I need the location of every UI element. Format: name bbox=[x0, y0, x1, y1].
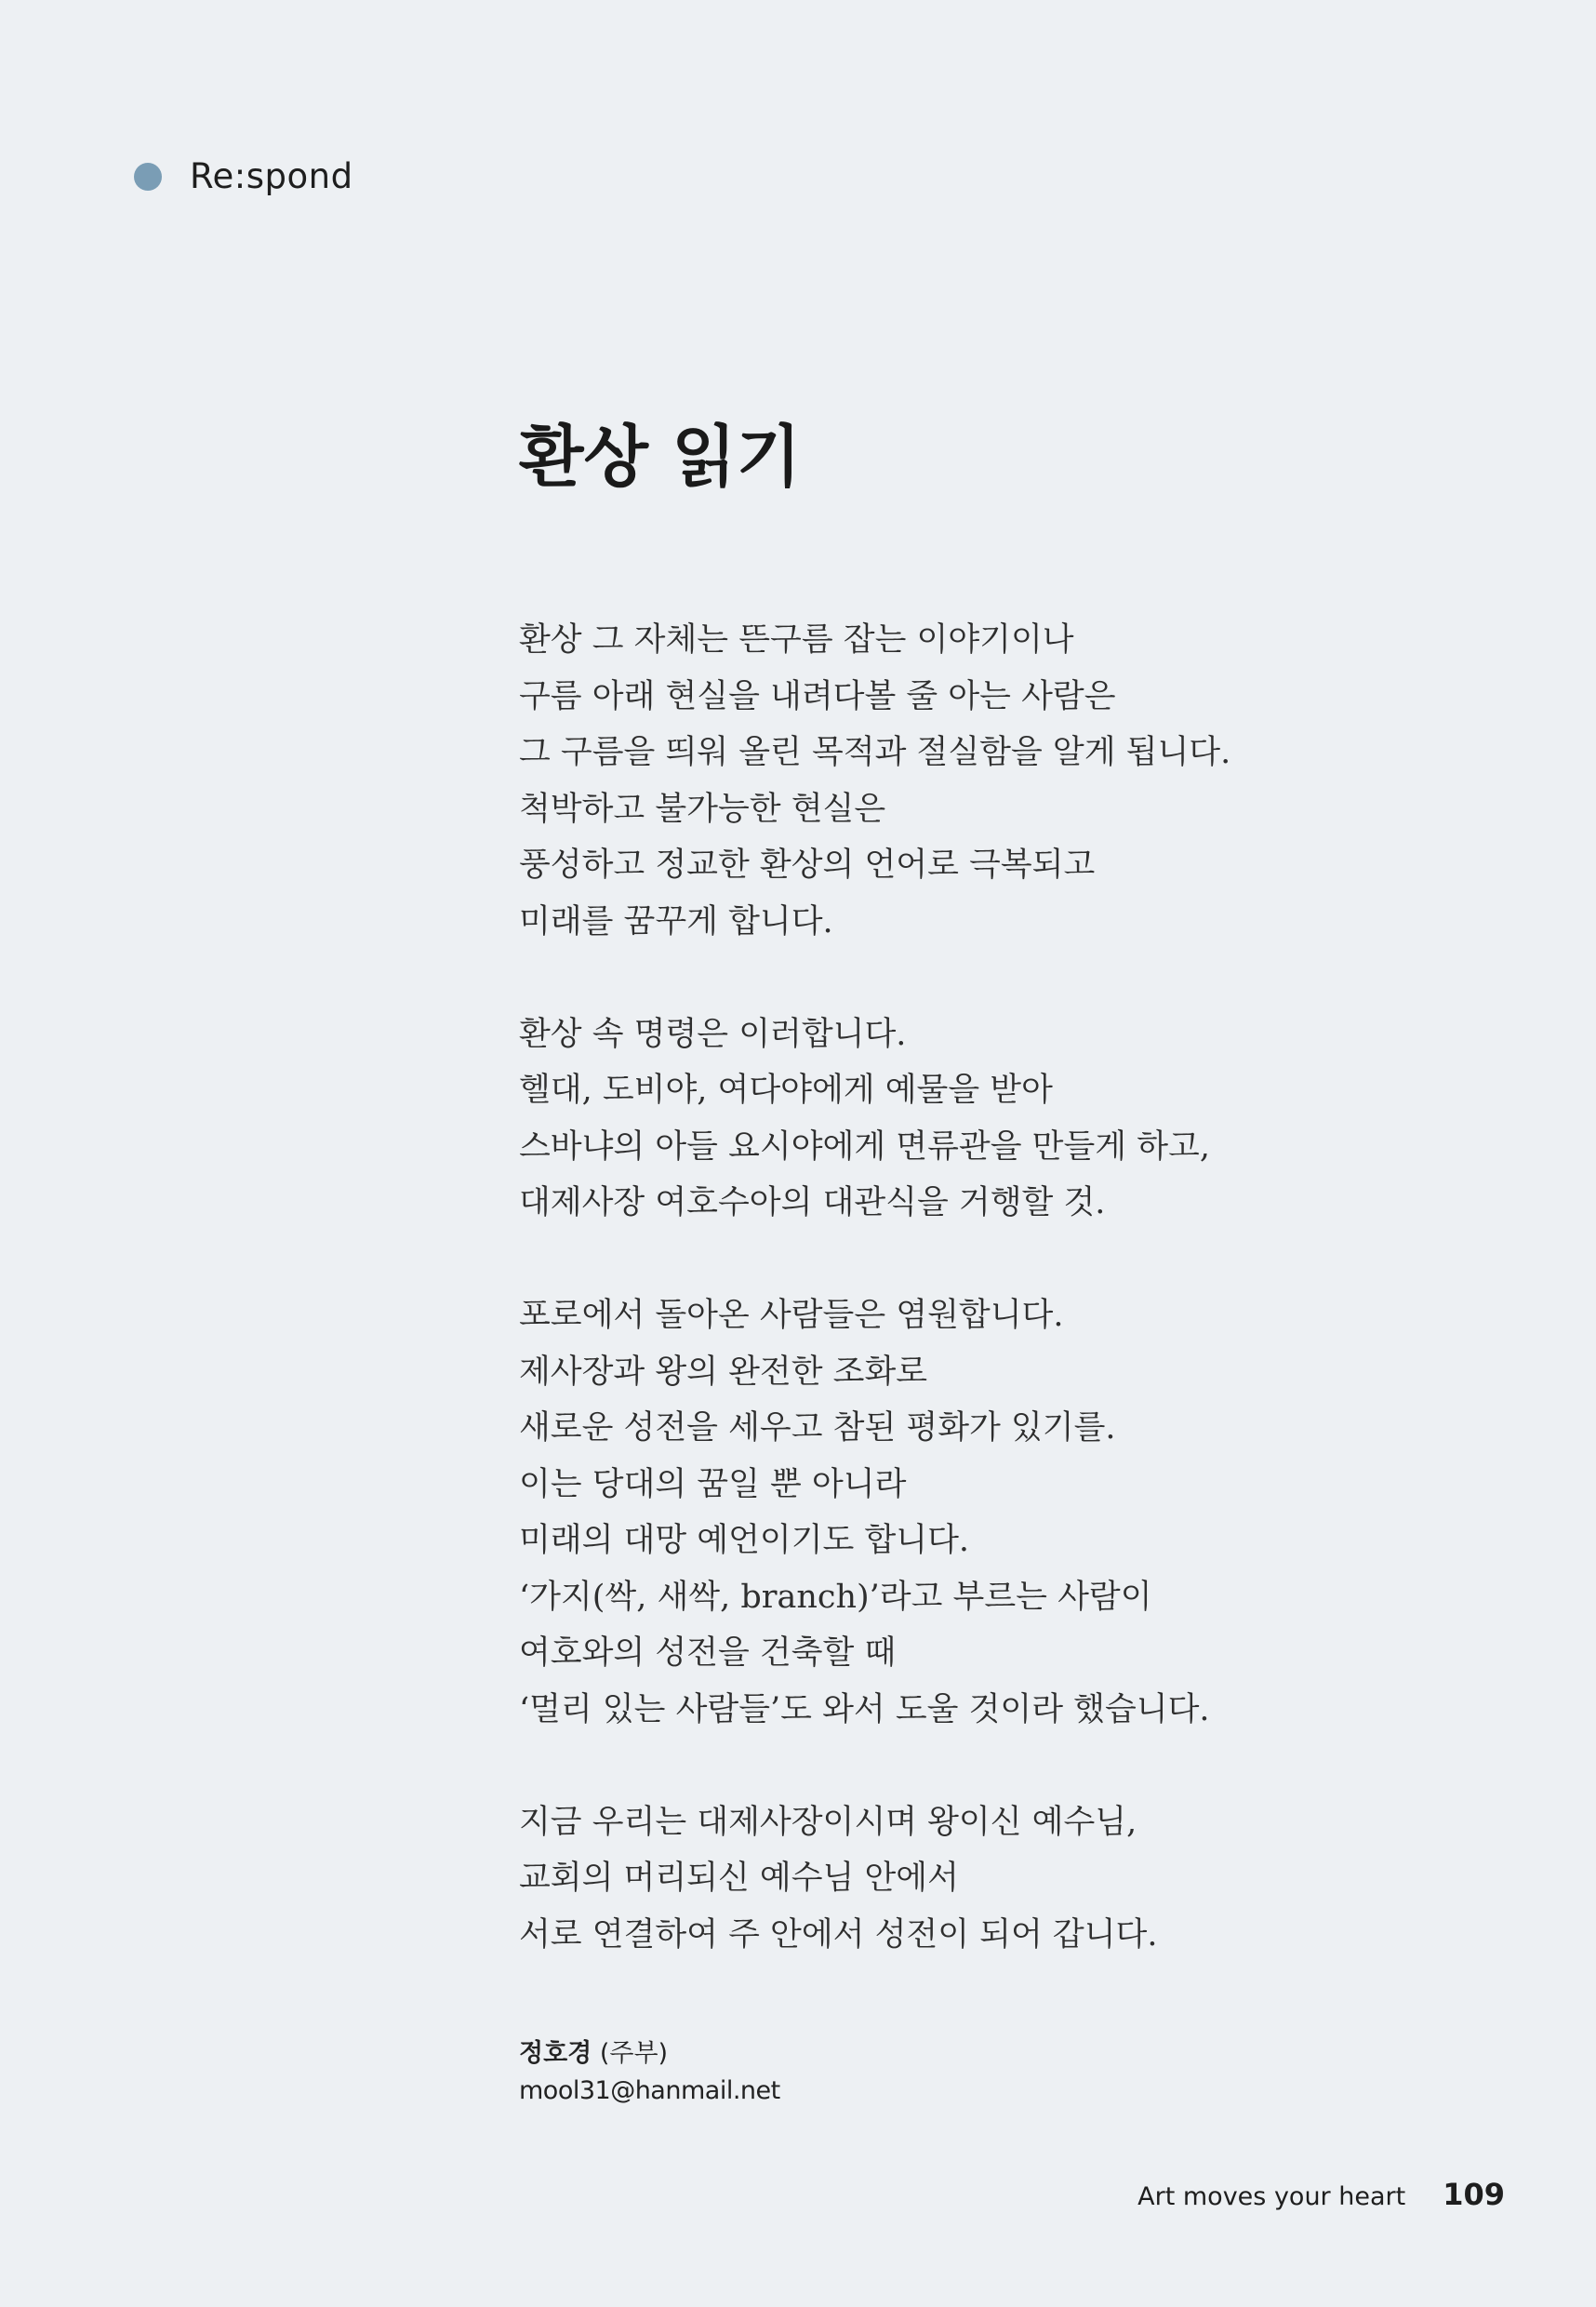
poem-line: 새로운 성전을 세우고 참된 평화가 있기를. bbox=[519, 1409, 1116, 1447]
poem-title: 환상 읽기 bbox=[519, 417, 802, 496]
author-email: mool31@hanmail.net bbox=[519, 2076, 780, 2105]
poem-line: 서로 연결하여 주 안에서 성전이 되어 갑니다. bbox=[519, 1915, 1158, 1954]
page-footer bbox=[1137, 2177, 1505, 2212]
section-label: Re:spond bbox=[190, 156, 353, 196]
footer-tagline: Art moves your heart bbox=[1137, 2182, 1406, 2211]
poem-line: 포로에서 돌아온 사람들은 염원합니다. bbox=[519, 1297, 1064, 1334]
poem-line: 이는 당대의 꿈일 뿐 아니라 bbox=[519, 1465, 907, 1503]
poem-line: 구름 아래 현실을 내려다볼 줄 아는 사람은 bbox=[519, 677, 1116, 715]
stanza bbox=[519, 1794, 1449, 1964]
author-line bbox=[519, 2035, 780, 2073]
poem-line: 척박하고 불가능한 현실은 bbox=[519, 790, 886, 828]
author-block bbox=[519, 2035, 780, 2110]
poem-line: 미래의 대망 예언이기도 합니다. bbox=[519, 1522, 970, 1559]
poem-body bbox=[519, 612, 1449, 1963]
poem-line: ‘가지(싹, 새싹, branch)’라고 부르는 사람이 bbox=[519, 1578, 1152, 1616]
stanza bbox=[519, 1287, 1449, 1738]
poem-line: 교회의 머리되신 예수님 안에서 bbox=[519, 1860, 959, 1897]
author-name: 정호경 bbox=[519, 2039, 592, 2068]
poem-line: 지금 우리는 대제사장이시며 왕이신 예수님, bbox=[519, 1803, 1137, 1841]
poem-line: 그 구름을 띄워 올린 목적과 절실함을 알게 됩니다. bbox=[519, 734, 1231, 771]
poem-line: 환상 속 명령은 이러합니다. bbox=[519, 1015, 907, 1053]
poem-line: 제사장과 왕의 완전한 조화로 bbox=[519, 1353, 928, 1391]
poem-line: 미래를 꿈꾸게 합니다. bbox=[519, 902, 833, 940]
poem-line: 헬대, 도비야, 여다야에게 예물을 받아 bbox=[519, 1072, 1053, 1109]
poem-line: 여호와의 성전을 건축할 때 bbox=[519, 1634, 897, 1672]
poem-line: 풍성하고 정교한 환상의 언어로 극복되고 bbox=[519, 847, 1096, 884]
section-header bbox=[134, 156, 353, 196]
poem-line: 환상 그 자체는 뜬구름 잡는 이야기이나 bbox=[519, 621, 1074, 659]
author-role: (주부) bbox=[599, 2039, 669, 2068]
stanza bbox=[519, 1007, 1449, 1232]
poem-line: 스바냐의 아들 요시야에게 면류관을 만들게 하고, bbox=[519, 1127, 1210, 1166]
poem-line: ‘멀리 있는 사람들’도 와서 도울 것이라 했습니다. bbox=[519, 1690, 1210, 1728]
page-number: 109 bbox=[1443, 2177, 1505, 2212]
poem-line: 대제사장 여호수아의 대관식을 거행할 것. bbox=[519, 1184, 1106, 1221]
section-dot-icon bbox=[134, 163, 162, 191]
stanza bbox=[519, 612, 1449, 950]
